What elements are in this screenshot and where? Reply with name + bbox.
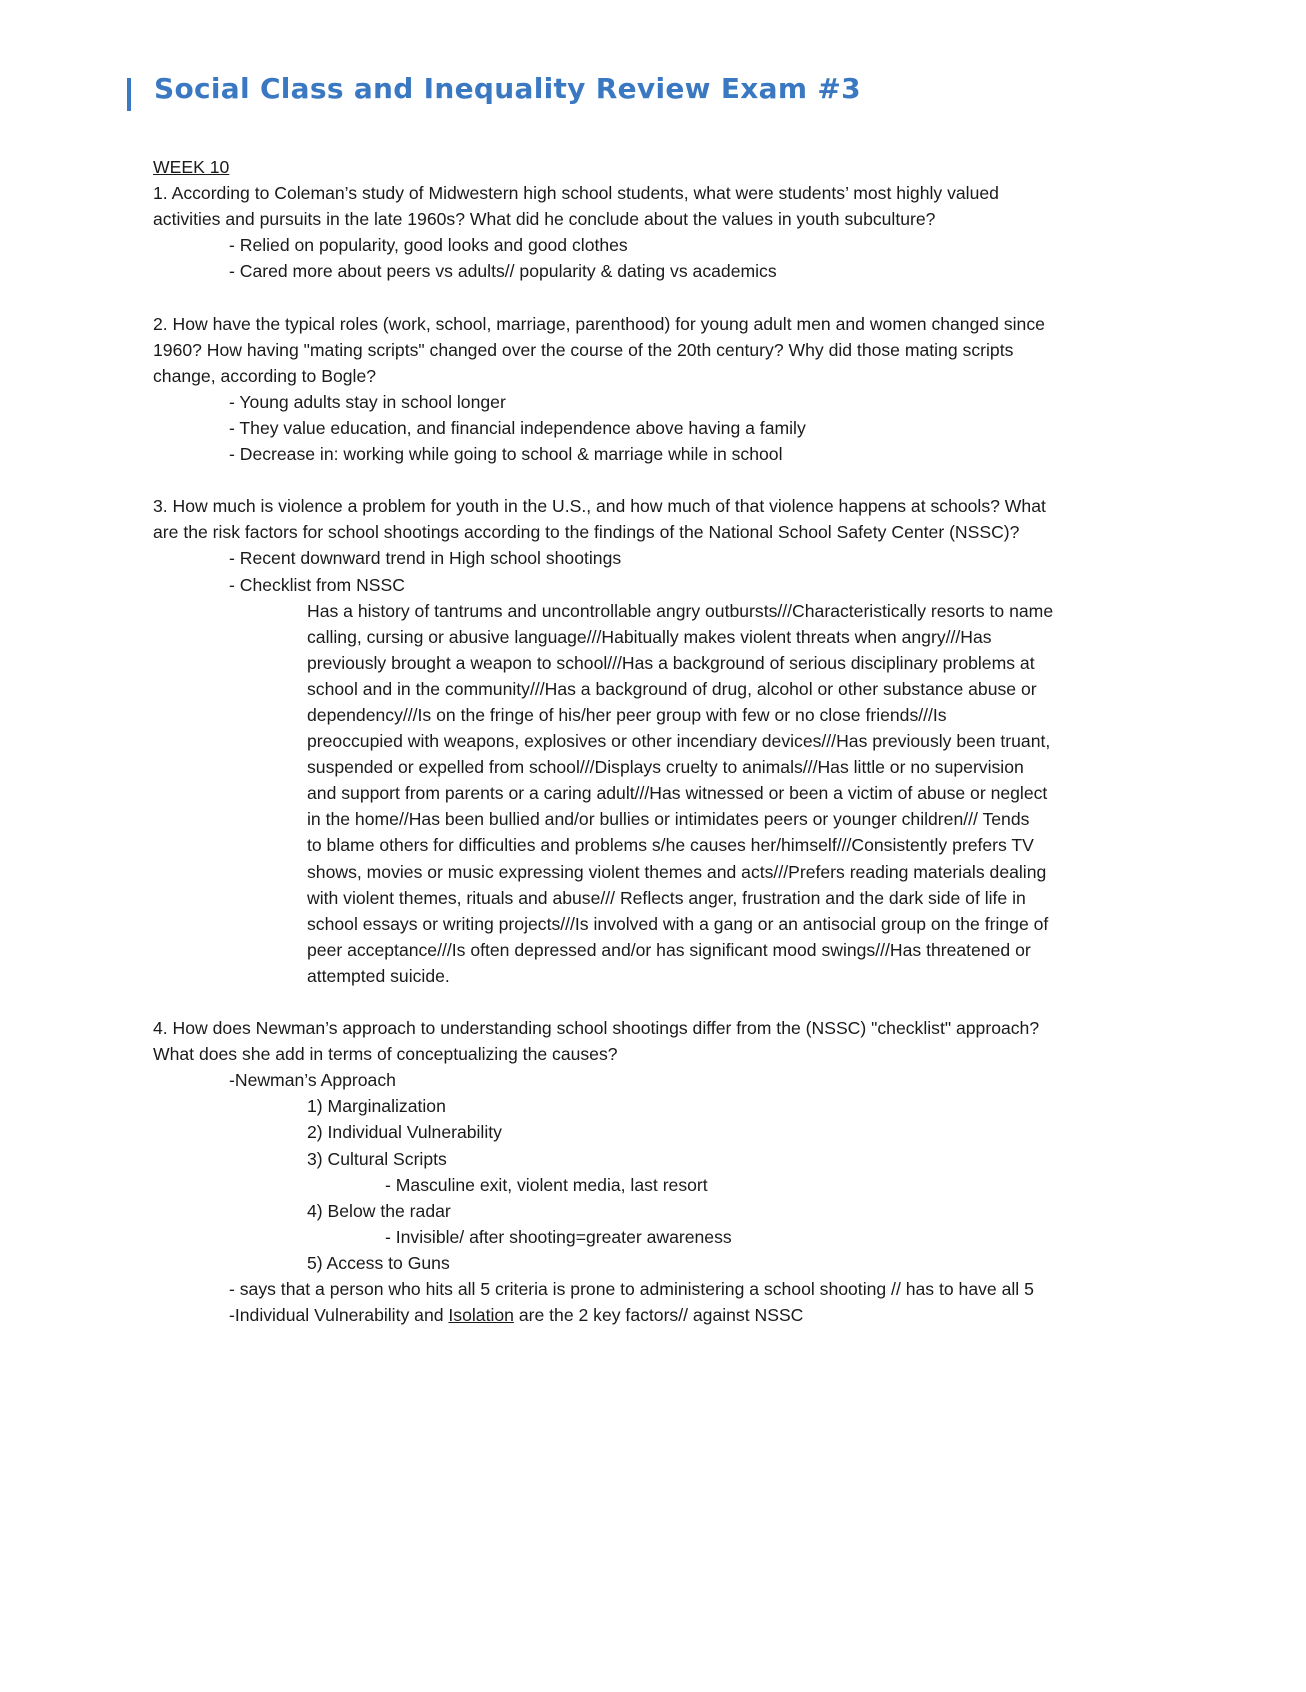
- checklist-line: attempted suicide.: [307, 965, 450, 986]
- checklist-line: shows, movies or music expressing violent themes and acts///Prefers reading materials dealing: [307, 861, 1047, 882]
- question-2-line-1: 2. How have the typical roles (work, school, marriage, parenthood) for young adult men and women changed since: [153, 313, 1045, 334]
- checklist-line: preoccupied with weapons, explosives or other incendiary devices///Has previously been truant,: [307, 731, 1051, 752]
- question-3-line-1: 3. How much is violence a problem for youth in the U.S., and how much of that violence happens at schools? What: [153, 496, 1046, 517]
- newman-item-5: 5) Access to Guns: [307, 1252, 450, 1273]
- newman-item-3: 3) Cultural Scripts: [307, 1148, 447, 1169]
- newman-item-3-sub: - Masculine exit, violent media, last resort: [385, 1174, 708, 1195]
- nssc-checklist: [153, 598, 1137, 989]
- answer-3-item-2: - Checklist from NSSC: [229, 574, 405, 595]
- newman-approach-label: -Newman’s Approach: [229, 1070, 396, 1091]
- question-2-line-2: 1960? How having "mating scripts" changed over the course of the 20th century? Why did those mating scripts: [153, 339, 1014, 360]
- question-4-line-2: What does she add in terms of conceptualizing the causes?: [153, 1044, 618, 1065]
- checklist-line: calling, cursing or abusive language///Habitually makes violent threats when angry///Has: [307, 626, 992, 647]
- question-4-line-1: 4. How does Newman’s approach to understanding school shootings differ from the (NSSC) "checklist" approach?: [153, 1018, 1040, 1039]
- checklist-line: and support from parents or a caring adult///Has witnessed or been a victim of abuse or neglect: [307, 783, 1048, 804]
- checklist-line: suspended or expelled from school///Displays cruelty to animals///Has little or no supervision: [307, 757, 1024, 778]
- newman-item-4-sub: - Invisible/ after shooting=greater awareness: [385, 1226, 732, 1247]
- question-1-line-1: 1. According to Coleman’s study of Midwestern high school students, what were students’ most highly valued: [153, 183, 999, 204]
- checklist-line: to blame others for difficulties and problems s/he causes her/himself///Consistently prefers TV: [307, 835, 1034, 856]
- answer-1-item-1: - Relied on popularity, good looks and good clothes: [229, 235, 628, 256]
- checklist-line: peer acceptance///Is often depressed and/or has significant mood swings///Has threatened or: [307, 939, 1031, 960]
- checklist-line: school and in the community///Has a background of drug, alcohol or other substance abuse or: [307, 678, 1037, 699]
- checklist-line: dependency///Is on the fringe of his/her peer group with few or no close friends///Is: [307, 704, 947, 725]
- question-2-line-3: change, according to Bogle?: [153, 365, 377, 386]
- summary-2-underlined: Isolation: [448, 1305, 514, 1326]
- checklist-line: with violent themes, rituals and abuse/// Reflects anger, frustration and the dark side of life in: [307, 887, 1026, 908]
- answer-3-item-1: - Recent downward trend in High school shootings: [229, 548, 622, 569]
- answer-2-item-2: - They value education, and financial independence above having a family: [229, 417, 806, 438]
- newman-item-1: 1) Marginalization: [307, 1096, 446, 1117]
- answer-4-summary-1: - says that a person who hits all 5 criteria is prone to administering a school shooting // has to have all 5: [229, 1279, 1034, 1300]
- checklist-line: previously brought a weapon to school///Has a background of serious disciplinary problems at: [307, 652, 1035, 673]
- summary-2-suffix: are the 2 key factors// against NSSC: [513, 1305, 804, 1326]
- checklist-line: in the home//Has been bullied and/or bullies or intimidates peers or younger children/// Tends: [307, 809, 1030, 830]
- answer-2-item-1: - Young adults stay in school longer: [229, 391, 506, 412]
- week-heading: WEEK 10: [153, 157, 230, 177]
- checklist-line: Has a history of tantrums and uncontrollable angry outbursts///Characteristically resorts to name: [307, 600, 1054, 621]
- heading-accent-bar: [127, 78, 131, 111]
- summary-2-prefix: -Individual Vulnerability and: [229, 1305, 449, 1326]
- newman-item-2: 2) Individual Vulnerability: [307, 1122, 502, 1143]
- document-body: [153, 154, 1153, 1328]
- answer-2-item-3: - Decrease in: working while going to school & marriage while in school: [229, 444, 783, 465]
- question-3-line-2: are the risk factors for school shootings according to the findings of the National School Safety Center (NSSC)?: [153, 522, 1020, 543]
- answer-4-summary-2: [153, 1302, 1153, 1328]
- answer-1-item-2: - Cared more about peers vs adults// popularity & dating vs academics: [229, 261, 777, 282]
- document-title: Social Class and Inequality Review Exam #3: [154, 72, 861, 105]
- question-1-line-2: activities and pursuits in the late 1960s? What did he conclude about the values in youth subculture?: [153, 209, 936, 230]
- checklist-line: school essays or writing projects///Is involved with a gang or an antisocial group on the fringe of: [307, 913, 1049, 934]
- newman-item-4: 4) Below the radar: [307, 1200, 451, 1221]
